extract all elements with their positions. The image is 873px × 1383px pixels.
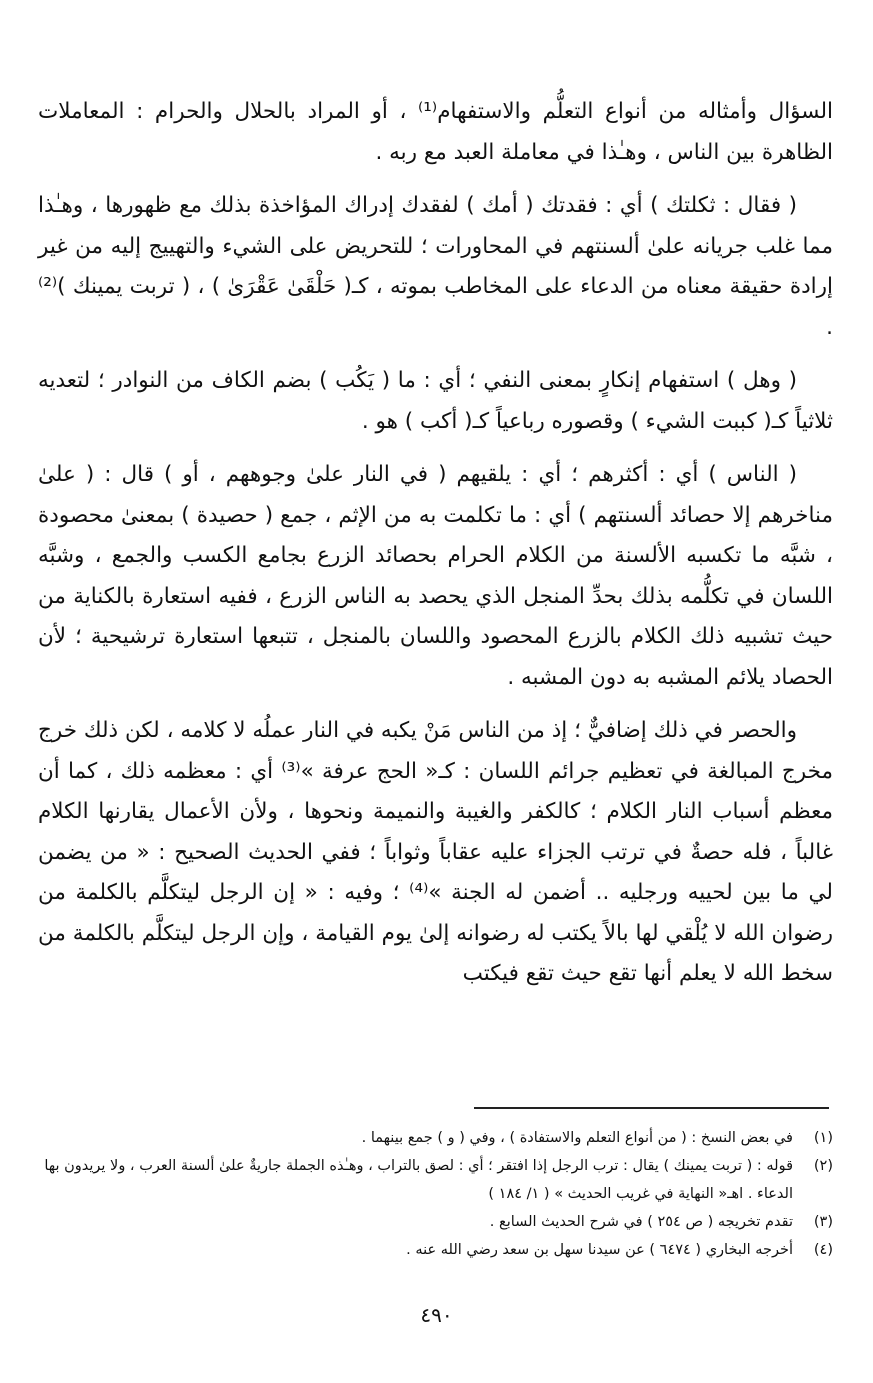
- paragraph-5: والحصر في ذلك إضافيٌّ ؛ إذ من الناس مَنْ يكبه في النار عملُه لا كلامه ، لكن ذلك خرج مخرج المبالغة في تعظيم جرائم اللسان : كـ« الحج عرفة »⁽³⁾ أي : معظمه ذلك ، كما أن معظم أسباب النار الكلام ؛ كالكفر والغيبة والنميمة ونحوها ، ولأن الأعمال يقارنها الكلام غالباً ، فله حصةٌ في ترتب الجزاء عليه عقاباً وثواباً ؛ ففي الحديث الصحيح : « من يضمن لي ما بين لحييه ورجليه .. أضمن له الجنة »⁽⁴⁾ ؛ وفيه : « إن الرجل ليتكلَّم بالكلمة من رضوان الله لا يُلْقي لها بالاً يكتب له رضوانه إلىٰ يوم القيامة ، وإن الرجل ليتكلَّم بالكلمة من سخط الله لا يعلم أنها تقع حيث تقع فيكتب: [38, 718, 834, 986]
- footnote-text: أخرجه البخاري ( ٦٤٧٤ ) عن سيدنا سهل بن سعد رضي الله عنه .: [406, 1242, 793, 1258]
- footnote-4: [38, 1236, 833, 1264]
- footnotes: [38, 1124, 833, 1264]
- paragraph-2: ( فقال : ثكلتك ) أي : فقدتك ( أمك ) لفقدك إدراك المؤاخذة بذلك مع ظهورها ، وهـٰذا مما غلب جريانه علىٰ ألسنتهم في المحاورات ؛ للتحريض على الشيء والتهييج إليه من غير إرادة حقيقة معناه من الدعاء على المخاطب بموته ، كـ( حَلْقَىٰ عَقْرَىٰ ) ، ( تربت يمينك )⁽²⁾ .: [38, 193, 833, 340]
- footnote-3: [38, 1208, 833, 1236]
- footnote-number: (٢): [813, 1158, 833, 1174]
- footnote-number: (٣): [813, 1214, 833, 1230]
- footnote-number: (٤): [813, 1242, 833, 1258]
- paragraph-4: ( الناس ) أي : أكثرهم ؛ أي : يلقيهم ( في النار علىٰ وجوههم ، أو ) قال : ( علىٰ مناخرهم إلا حصائد ألسنتهم ) أي : ما تكلمت به من الإثم ، جمع ( حصيدة ) بمعنىٰ محصودة ، شبَّه ما تكسبه الألسنة من الكلام الحرام بحصائد الزرع بجامع الكسب والجمع ، وشبَّه اللسان في تكلُّمه بذلك بحدِّ المنجل الذي يحصد به الناس الزرع ، ففيه استعارة بالكناية من حيث تشبيه ذلك الكلام بالزرع المحصود واللسان بالمنجل ، تتبعها استعارة ترشيحية ؛ لأن الحصاد يلائم المشبه به دون المشبه .: [38, 462, 833, 690]
- footnote-text: تقدم تخريجه ( ص ٢٥٤ ) في شرح الحديث السابع .: [489, 1214, 793, 1230]
- paragraph-1: السؤال وأمثاله من أنواع التعلُّم والاستفهام⁽¹⁾ ، أو المراد بالحلال والحرام : المعاملات الظاهرة بين الناس ، وهـٰذا في معاملة العبد مع ربه .: [38, 99, 833, 165]
- footnote-1: [38, 1124, 833, 1152]
- footnote-text: في بعض النسخ : ( من أنواع التعلم والاستفادة ) ، وفي ( و ) جمع بينهما .: [361, 1130, 793, 1146]
- main-text: [38, 92, 833, 1008]
- footnote-separator: [474, 1107, 829, 1109]
- footnote-2: [38, 1152, 833, 1208]
- footnote-number: (١): [813, 1130, 833, 1146]
- footnote-text: قوله : ( تربت يمينك ) يقال : ترب الرجل إذا افتقر ؛ أي : لصق بالتراب ، وهـٰذه الجملة جاريةٌ علىٰ ألسنة العرب ، ولا يريدون بها الدعاء . اهـ« النهاية في غريب الحديث » ( ١/ ١٨٤ ): [44, 1158, 793, 1202]
- page-number: ٤٩٠: [420, 1303, 453, 1327]
- paragraph-3: ( وهل ) استفهام إنكارٍ بمعنى النفي ؛ أي : ما ( يَكُب ) بضم الكاف من النوادر ؛ لتعديه ثلاثياً كـ( كببت الشيء ) وقصوره رباعياً كـ( أكب ) هو .: [38, 368, 833, 434]
